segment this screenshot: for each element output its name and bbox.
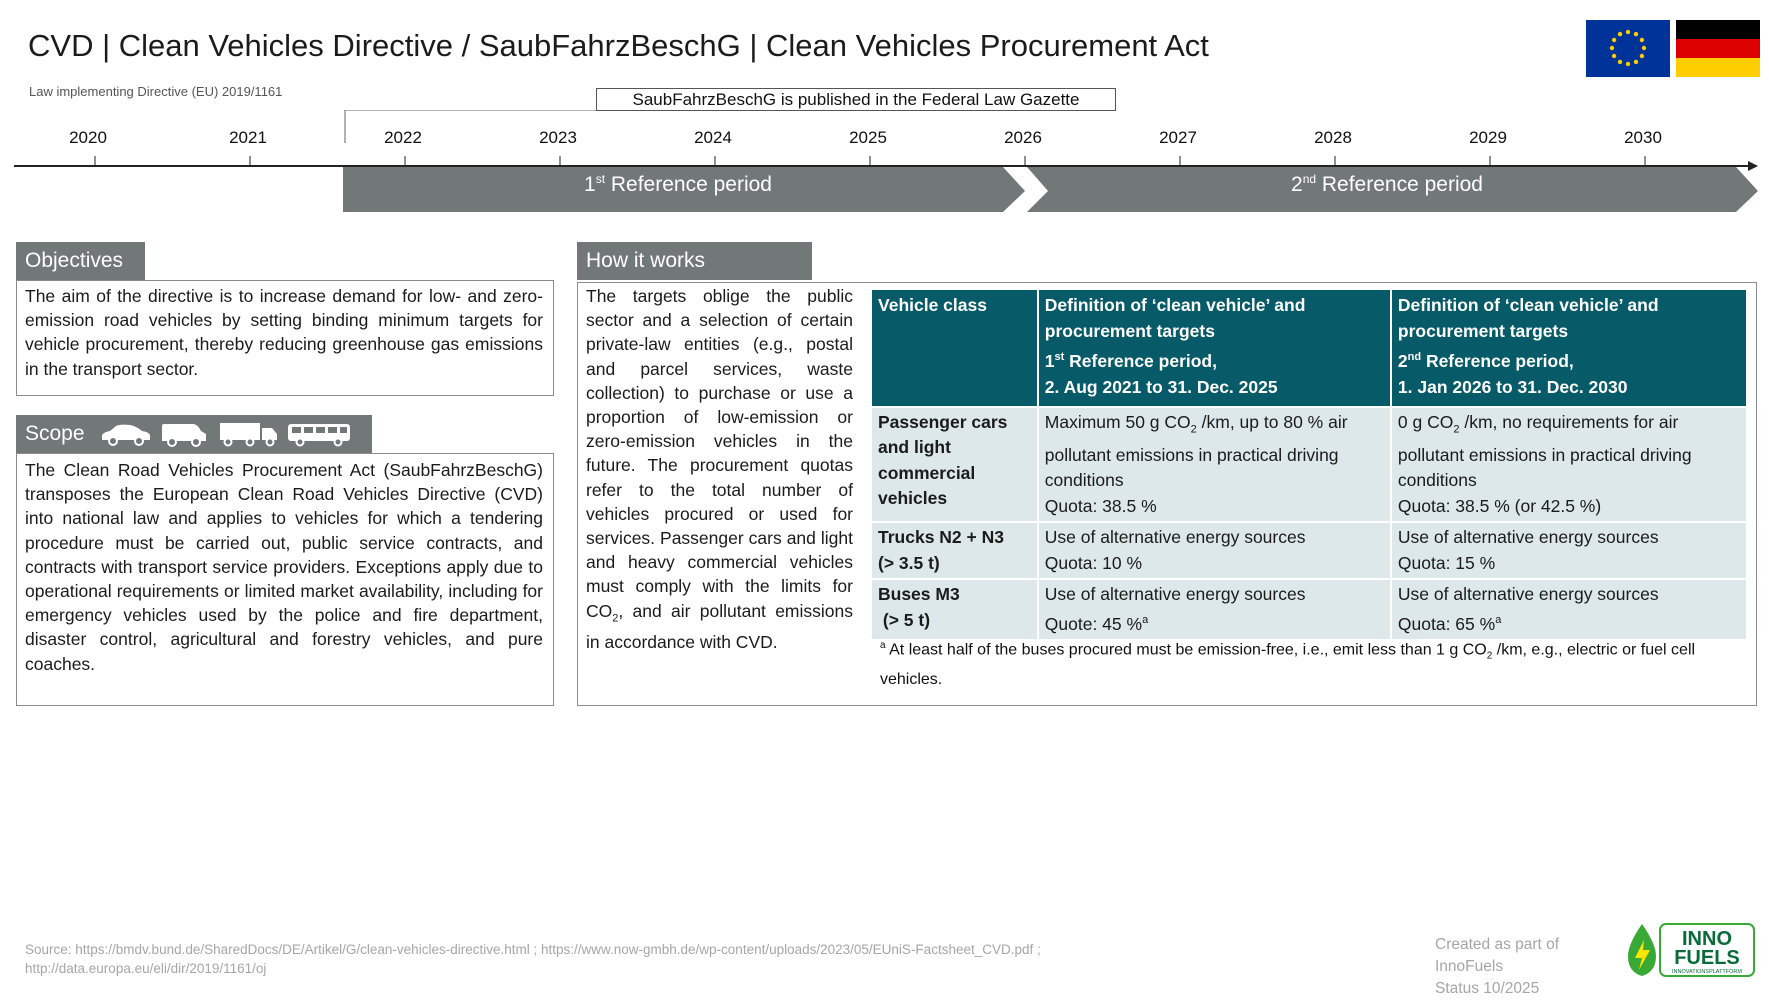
how-it-works-text: The targets oblige the public sector and a selection of certain private-law entities (e.g., postal and parcel services, waste collection) to purchase or use a proportion of low-emission or zero-emission vehicles in the future. The procurement quotas refer to the total number of vehicles procured or used for services. Passenger cars and light and heavy commercial vehicles must comply with the limits for $CO_2$, and air pollutant emissions in accordance with CVD.	[586, 286, 853, 653]
scope-heading-label: Scope	[25, 422, 85, 445]
period1-cell: Use of alternative energy sources Quota: 10 %	[1038, 522, 1391, 579]
scope-text: The Clean Road Vehicles Procurement Act (SaubFahrzBeschG) transposes the European Clean Road Vehicles Directive (CVD) into national law and applies to vehicles for which a tendering procedure must be carried out, public service contracts, and contracts with transport service providers. Exceptions apply due to operational requirements or limited market availability, including for emergency vehicles used by the police and fire department, disaster control, agricultural and forestry vehicles, and pure coaches.	[25, 460, 543, 674]
vehicle-class-cell: Buses M3 (> 5 t)	[871, 579, 1038, 640]
period2-cell: 0 g $CO_2$ /km, no requirements for air pollutant emissions in practical driving conditions Quota: 38.5 % (or 42.5 %)	[1391, 407, 1747, 523]
year-label: 2020	[69, 128, 107, 147]
table-row	[871, 407, 1747, 523]
van-icon	[162, 424, 206, 446]
page-subtitle: Law implementing Directive (EU) 2019/1161	[29, 84, 283, 99]
timeline-arrowhead	[1748, 161, 1758, 171]
year-label: 2027	[1159, 128, 1197, 147]
logo-line1: INNO	[1682, 928, 1732, 950]
objectives-heading: Objectives	[16, 242, 145, 280]
year-label: 2030	[1624, 128, 1662, 147]
logo-tagline: INNOVATIONSPLATTFORM	[1672, 969, 1742, 975]
period1-cell: Use of alternative energy sources Quote: 45 %$^a$	[1038, 579, 1391, 640]
period1-cell: Maximum 50 g $CO_2$ /km, up to 80 % air pollutant emissions in practical driving conditions Quota: 38.5 %	[1038, 407, 1391, 523]
timeline	[0, 110, 1769, 220]
year-label: 2028	[1314, 128, 1352, 147]
vehicle-class-cell: Passenger cars and light commercial vehicles	[871, 407, 1038, 523]
year-label: 2023	[539, 128, 577, 147]
year-label: 2025	[849, 128, 887, 147]
law-published-callout: SaubFahrzBeschG is published in the Federal Law Gazette	[596, 88, 1116, 111]
truck-icon	[220, 423, 277, 446]
car-icon	[102, 425, 150, 445]
procurement-targets-table	[870, 288, 1748, 641]
table-header-row	[871, 289, 1747, 407]
year-label: 2022	[384, 128, 422, 147]
period1-header: Definition of ‘clean vehicle’ and procurement targets 1st Reference period, 2. Aug 2021 to 31. Dec. 2025	[1038, 289, 1391, 407]
year-label: 2026	[1004, 128, 1042, 147]
eu-flag-icon	[1586, 20, 1670, 77]
how-it-works-heading: How it works	[577, 242, 812, 280]
period2-label: 2nd Reference period	[1291, 172, 1483, 196]
vehicle-icons	[100, 422, 368, 448]
bus-icon	[288, 424, 350, 446]
objectives-text: The aim of the directive is to increase demand for low- and zero-emission road vehicles by setting binding minimum targets for vehicle procurement, thereby reducing greenhouse gas emissions in the transport sector.	[25, 286, 543, 379]
page-title: CVD | Clean Vehicles Directive / SaubFahrzBeschG | Clean Vehicles Procurement Act	[28, 28, 1209, 63]
year-label: 2029	[1469, 128, 1507, 147]
table-row	[871, 522, 1747, 579]
year-label: 2021	[229, 128, 267, 147]
period2-cell: Use of alternative energy sources Quota: 65 %$^a$	[1391, 579, 1747, 640]
created-note: Created as part of InnoFuels Status 10/2025	[1435, 936, 1560, 997]
scope-heading	[16, 415, 372, 453]
table-footnote: $^a$ At least half of the buses procured must be emission-free, i.e., emit less than 1 g $CO_2$ /km, e.g., electric or fuel cell vehicles.	[880, 640, 1696, 688]
period2-cell: Use of alternative energy sources Quota: 15 %	[1391, 522, 1747, 579]
year-label: 2024	[694, 128, 732, 147]
source-text: Source: https://bmdv.bund.de/SharedDocs/DE/Artikel/G/clean-vehicles-directive.html ; https://www.now-gmbh.de/wp-content/uploads/2023/05/EUniS-Factsheet_CVD.pdf ; http://data.europa.eu/eli/dir/2019/1161/oj	[25, 942, 1041, 976]
innofuels-logo	[1622, 920, 1756, 980]
table-row	[871, 579, 1747, 640]
logo-line2: FUELS	[1674, 947, 1740, 969]
vehicle-class-cell: Trucks N2 + N3 (> 3.5 t)	[871, 522, 1038, 579]
period2-header: Definition of ‘clean vehicle’ and procurement targets 2nd Reference period, 1. Jan 2026 to 31. Dec. 2030	[1391, 289, 1747, 407]
period1-label: 1st Reference period	[584, 172, 772, 196]
vehicle-class-header: Vehicle class	[871, 289, 1038, 407]
german-flag-icon	[1676, 20, 1760, 77]
flags	[1586, 20, 1760, 77]
